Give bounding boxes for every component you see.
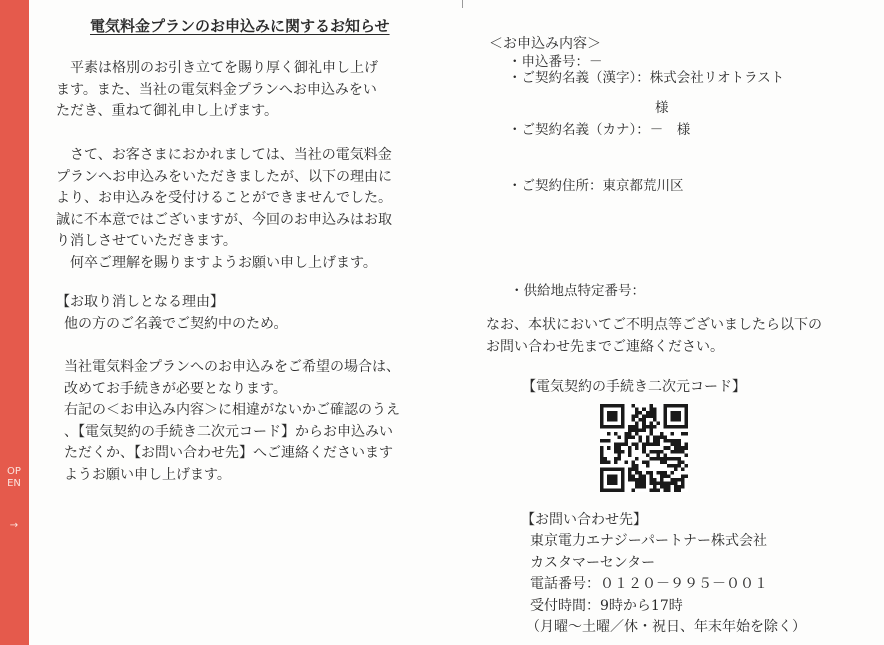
notice-title: 電気料金プランのお申込みに関するお知らせ xyxy=(90,17,390,35)
qr-code[interactable] xyxy=(600,404,688,492)
contract-name-kana: ・ご契約名義（カナ）：－ 様 xyxy=(508,122,691,138)
arrow-right-icon: → xyxy=(9,520,19,531)
qr-heading: 【電気契約の手続き二次元コード】 xyxy=(522,379,746,395)
details-heading: ＜お申込み内容＞ xyxy=(489,36,601,52)
reason-text: 他の方のご名義でご契約中のため。 xyxy=(64,316,288,332)
contact-heading: 【お問い合わせ先】 xyxy=(521,512,647,528)
closing-line: お問い合わせ先までご連絡ください。 xyxy=(486,338,724,355)
fold-mark xyxy=(462,0,463,8)
guidance-line: 改めてお手続きが必要となります。 xyxy=(64,380,287,397)
greeting-line: ただき、重ねて御礼申し上げます。 xyxy=(56,103,278,119)
notice-line: り消しさせていただきます。 xyxy=(56,233,237,249)
open-label: OPEN xyxy=(7,466,21,489)
supply-point-number: ・供給地点特定番号： xyxy=(510,283,645,299)
application-number: ・申込番号：－ xyxy=(508,54,603,70)
notice-line: より、お申込みを受付けることができませんでした。 xyxy=(56,190,392,206)
notice-line: 誠に不本意ではございますが、今回のお申込みはお取 xyxy=(56,211,392,228)
contract-address: ・ご契約住所：東京都荒川区 xyxy=(508,178,684,194)
notice-line: プランへお申込みをいただきましたが、以下の理由に xyxy=(56,168,392,185)
guidance-line: 当社電気料金プランへのお申込みをご希望の場合は、 xyxy=(64,359,400,375)
contact-phone: 電話番号：０１２０－９９５－００１ xyxy=(530,576,768,592)
contact-days: （月曜～土曜／休・祝日、年末年始を除く） xyxy=(526,619,806,635)
guidance-line: ただくか、【お問い合わせ先】へご連絡くださいます xyxy=(64,445,393,461)
notice-line: 何卒ご理解を賜りますようお願い申し上げます。 xyxy=(56,254,377,271)
guidance-line: 、【電気契約の手続き二次元コード】からお申込みい xyxy=(64,423,393,440)
contact-hours: 受付時間：9時から17時 xyxy=(530,597,683,614)
reason-heading: 【お取り消しとなる理由】 xyxy=(56,294,224,310)
greeting-line: 平素は格別のお引き立てを賜り厚く御礼申し上げ xyxy=(56,60,378,76)
greeting-line: ます。また、当社の電気料金プランへお申込みをい xyxy=(56,81,377,98)
closing-line: なお、本状においてご不明点等ございましたら以下の xyxy=(486,317,822,333)
contact-department: カスタマーセンター xyxy=(530,554,656,571)
guidance-line: 右記の＜お申込み内容＞に相違がないかご確認のうえ xyxy=(64,402,400,418)
guidance-line: ようお願い申し上げます。 xyxy=(64,466,231,483)
open-side-tab xyxy=(0,0,29,645)
contract-name-kanji: ・ご契約名義（漢字）：株式会社リオトラスト xyxy=(508,70,785,86)
contact-company: 東京電力エナジーパートナー株式会社 xyxy=(530,533,768,549)
honorific: 様 xyxy=(655,100,669,116)
notice-line: さて、お客さまにおかれましては、当社の電気料金 xyxy=(56,147,392,163)
